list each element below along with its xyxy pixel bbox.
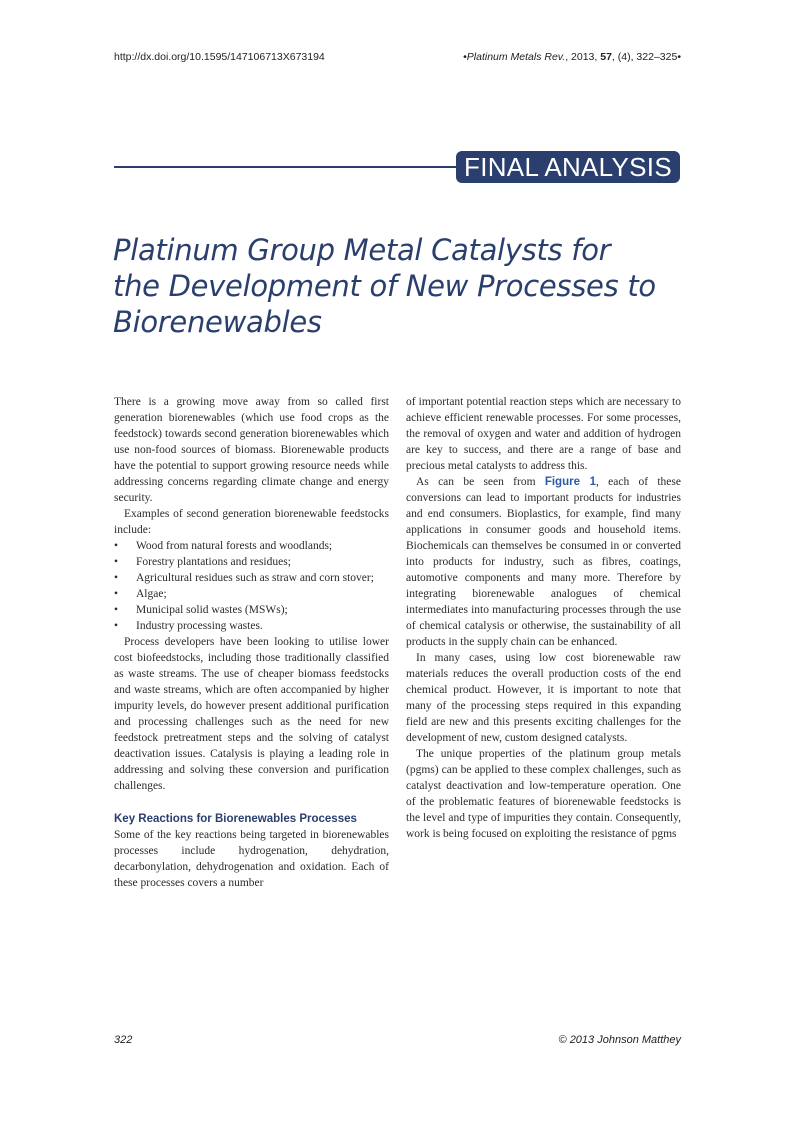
list-item <box>114 570 389 586</box>
title-line: Platinum Group Metal Catalysts for <box>113 233 611 267</box>
list-item-text: Industry processing wastes. <box>136 620 263 632</box>
title-line: Biorenewables <box>113 305 322 339</box>
doi-link[interactable]: http://dx.doi.org/10.1595/147106713X673194 <box>114 51 325 63</box>
citation-issue-pages: , (4), 322–325 <box>611 51 678 63</box>
list-item-text: Agricultural residues such as straw and corn stover; <box>136 572 374 584</box>
citation-year: , 2013, <box>565 51 601 63</box>
journal-prefix-mark: • <box>463 51 467 63</box>
paragraph: In many cases, using low cost biorenewable raw materials reduces the overall production costs of the end chemical product. However, it is important to note that many of the processing steps required in this expanding field are new and this presents exciting challenges for the development of new, custom designed catalysts. <box>406 652 681 744</box>
paragraph: Some of the key reactions being targeted in biorenewables processes include hydrogenation, dehydration, decarbonylation, dehydrogenation and oxidation. Each of these processes covers a number <box>114 829 389 889</box>
paragraph: Process developers have been looking to utilise lower cost biofeedstocks, including those traditionally classified as waste streams. The use of cheaper biomass feedstocks and waste streams, which are often accompanied by higher impurity levels, do however present additional purification and processing challenges such as the need for new feedstock pretreatment steps and the solving of catalyst deactivation issues. Catalysis is playing a leading role in addressing and solving these conversion and purification challenges. <box>114 636 389 792</box>
journal-name: Platinum Metals Rev. <box>466 51 566 63</box>
article-title <box>113 232 713 340</box>
journal-suffix-mark: • <box>677 51 681 63</box>
list-item <box>114 618 389 634</box>
list-item-text: Municipal solid wastes (MSWs); <box>136 604 288 616</box>
section-heading: Key Reactions for Biorenewables Processes <box>114 813 357 825</box>
copyright: © 2013 Johnson Matthey <box>558 1034 681 1046</box>
paragraph: The unique properties of the platinum group metals (pgms) can be applied to these complex challenges, such as catalyst deactivation and low-temperature operation. One of the problematic features of biorenewable feedstocks is the level and type of impurities they contain. Consequently, work is being focused on exploiting the resistance of pgms <box>406 748 681 840</box>
bullet-icon: • <box>114 556 119 568</box>
citation-volume: 57 <box>600 51 612 63</box>
section-banner: FINAL ANALYSIS <box>456 151 680 183</box>
paragraph-text: As can be seen from <box>416 476 545 488</box>
paragraph: Examples of second generation biorenewable feedstocks include: <box>114 508 389 536</box>
title-line: the Development of New Processes to <box>113 269 656 303</box>
paragraph: There is a growing move away from so called first generation biorenewables (which use food crops as the feedstock) towards second generation biorenewables which use non-food sources of biomass. Biorenewable products have the potential to support growing resource needs while addressing concerns regarding climate change and energy security. <box>114 396 389 504</box>
bullet-icon: • <box>114 588 119 600</box>
list-item <box>114 554 389 570</box>
right-column <box>406 394 681 842</box>
list-item-text: Wood from natural forests and woodlands; <box>136 540 333 552</box>
list-item-text: Algae; <box>136 588 167 600</box>
page-number: 322 <box>114 1034 133 1046</box>
bullet-icon: • <box>114 620 119 632</box>
feedstock-list <box>114 538 389 634</box>
list-item <box>114 538 389 554</box>
paragraph <box>406 474 681 650</box>
figure-1-link[interactable]: Figure 1 <box>544 476 596 488</box>
paragraph: of important potential reaction steps which are necessary to achieve efficient renewable processes. For some processes, the removal of oxygen and water and addition of hydrogen are key to success, and there are a range of base and precious metal catalysts to address this. <box>406 396 681 472</box>
bullet-icon: • <box>114 604 119 616</box>
section-rule <box>114 166 460 168</box>
list-item <box>114 586 389 602</box>
list-item <box>114 602 389 618</box>
journal-citation <box>463 51 681 63</box>
left-column <box>114 394 389 891</box>
paragraph-text: , each of these conversions can lead to important products for industries and end consumers. Bioplastics, for example, find many applications in consumer goods and household items. Biochemicals can themselves be consumed in or converted into products for industry, such as fibres, coatings, automotive components and many more. Therefore by integrating biorenewable analogues of chemical intermediates into manufacturing processes through the use of chemical catalysis or otherwise, the sustainability of all products in the supply chain can be enhanced. <box>406 476 681 648</box>
bullet-icon: • <box>114 540 119 552</box>
bullet-icon: • <box>114 572 119 584</box>
list-item-text: Forestry plantations and residues; <box>136 556 291 568</box>
